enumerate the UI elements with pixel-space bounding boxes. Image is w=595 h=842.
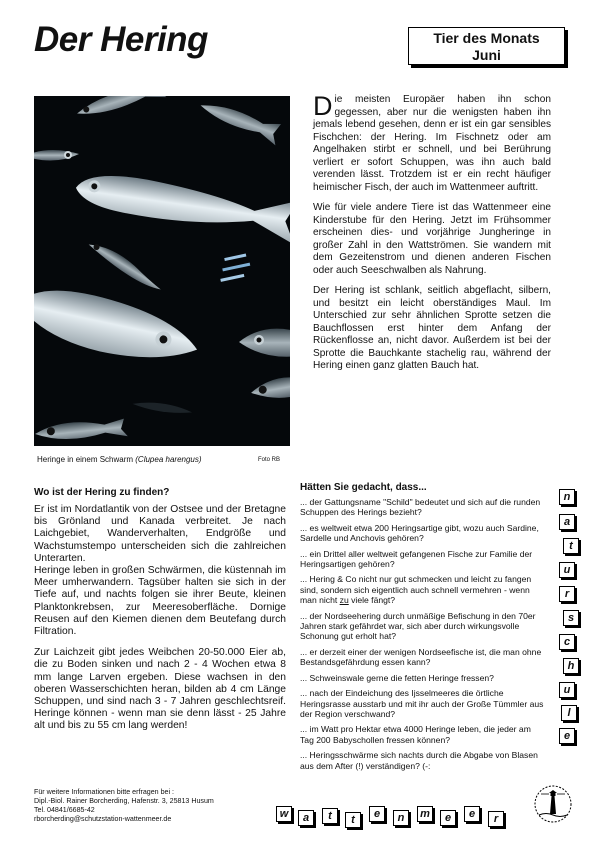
lighthouse-logo-icon: [533, 784, 573, 824]
fact-item: ... im Watt pro Hektar etwa 4000 Heringe leben, die jeder am Tag 200 Babyschollen fressen können?: [300, 724, 531, 745]
intro-paragraph-1-text: ie meisten Europäer haben ihn schon gegessen, aber nur die wenigsten haben ihn jemals lebend gesehen, denn er ist ein gar sensibles Fischchen: der Hering. Im Fischnetz oder am Angelhaken stirbt er schnell, und bei Berührung verliert er sofort Schuppen, was ihn auch bald verenden lässt. Trotzdem ist er ein recht häufiger heimischer Fisch, der auch im Wattenmeer auftritt.: [313, 94, 551, 193]
intro-paragraph-3: Der Hering ist schlank, seitlich abgeflacht, silbern, und besitzt ein leicht oberständiges Maul. Im Unterschied zur sehr ähnlichen Sprotte setzen die Bauchflossen erst hinter dem Anfang der Rückenflosse an, nicht davor. Außerdem ist bei der Sprotte die Bauchkante stachelig rau, während der Hering einen ganz glatten Bauch hat.: [313, 285, 551, 371]
fact-item: ... der Gattungsname "Schild" bedeutet und sich auf die runden Schuppen des Herings bezieht?: [300, 497, 541, 518]
bottom-letter-tile: t: [322, 808, 338, 824]
drop-cap: D: [313, 91, 333, 121]
habitat-paragraph-2: Heringe leben in großen Schwärmen, die küstennah im Meer umherwandern. Tagsüber halten sie sich in der Tiefe auf, und nachts folgen sie ihrer Beute, kleinen Planktonkrebsen, zur Meeresoberfläche. Dornige Reusen auf den Kiemen dienen dem Beutefang durch Filtration.: [34, 565, 286, 638]
schutzstation-logo: [533, 784, 573, 824]
side-letter-tile: e: [559, 728, 575, 744]
fact-item-underlined: zu: [339, 595, 349, 606]
side-letter-tile: u: [559, 562, 575, 578]
side-letter-tile: s: [563, 610, 579, 626]
side-letter-tile: c: [559, 634, 575, 650]
bottom-letter-tile: e: [369, 806, 385, 822]
side-letter-tile: n: [559, 489, 575, 505]
photo-credit: Foto RB: [258, 457, 281, 463]
bottom-letter-tile: a: [298, 810, 314, 826]
fact-item: ... ein Drittel aller weltweit gefangenen Fische zur Familie der Heringsartigen gehören?: [300, 548, 533, 570]
fact-item: ... es weltweit etwa 200 Heringsartige gibt, wozu auch Sardine, Sardelle und Anchovis gehören?: [300, 522, 539, 544]
side-letter-tile: r: [559, 586, 575, 602]
bottom-letter-tile: r: [488, 811, 504, 827]
intro-paragraph-1: [313, 91, 551, 194]
contact-info: [34, 788, 294, 824]
bottom-letter-tile: t: [345, 812, 361, 828]
caption-text: Heringe in einem Schwarm: [37, 455, 136, 464]
side-letter-tile: h: [563, 658, 579, 674]
fact-item: [300, 574, 546, 605]
page-title: Der Hering: [34, 20, 208, 59]
fact-item: ... er derzeit einer der wenigen Nordseefische ist, die man ohne Bestandsgefährdung essen kann?: [300, 646, 542, 668]
side-letter-tile: u: [559, 682, 575, 698]
fact-item: ... Schweinswale gerne die fetten Heringe fressen?: [300, 672, 494, 683]
habitat-heading: Wo ist der Hering zu finden?: [34, 487, 170, 498]
fact-item: ... der Nordseehering durch unmäßige Befischung in den 70er Jahren stark gefährdet war, sich aber durch wirkungsvolle Schonung gut erholt hat?: [300, 610, 536, 642]
herring-school-image: [34, 96, 290, 446]
habitat-column: [34, 504, 286, 742]
fact-item-end: viele fängt?: [348, 595, 396, 606]
contact-intro: Für weitere Informationen bitte erfragen bei :: [34, 788, 174, 796]
intro-paragraph-2: Wie für viele andere Tiere ist das Wattenmeer eine Kinderstube für den Hering. Jetzt im Frühsommer erscheinen dies- und vorjährige Jungheringe in großer Zahl in den Wattströmen. Sie wandern mit dem Gezeitenstrom und dienen anderen Fischen oder auch Seeschwalben als Nahrung.: [313, 202, 551, 276]
bottom-letter-tile: w: [276, 806, 292, 822]
photo-caption: [37, 455, 202, 464]
habitat-paragraph-1: [34, 504, 286, 565]
bottom-letter-tile: e: [440, 810, 456, 826]
contact-phone: Tel. 04841/6685-42: [34, 806, 95, 814]
month-badge: [408, 27, 565, 65]
contact-address: Dipl.-Biol. Rainer Borcherding, Hafenstr. 3, 25813 Husum: [34, 797, 214, 805]
badge-month: Juni: [472, 47, 501, 63]
fact-item-text: ... Hering & Co nicht nur gut schmecken und leicht zu fangen sind, sondern sich eigentlich auch schnell vermehren - wenn man nicht: [300, 574, 532, 606]
habitat-paragraph-3: Zur Laichzeit gibt jedes Weibchen 20-50.000 Eier ab, die zu Boden sinken und nach 2 - 4 Wochen etwa 8 mm lange Larven ergeben. Diese wachsen in den oberen Wasserschichten heran, bilden ab 4 cm Länge Schuppen, und sind nach 3 - 7 Jahren geschlechtsreif. Heringe können - wenn man sie denn lässt - 25 Jahre alt und bis zu 55 cm lang werden!: [34, 647, 286, 732]
bottom-letter-tile: n: [393, 810, 409, 826]
facts-list: [300, 497, 546, 776]
bottom-letter-tile: m: [417, 806, 433, 822]
habitat-paragraph-1-text: Er ist im Nordatlantik von der Ostsee und der Bretagne bis Grönland und Kanada verbreitet. Je nach Laichgebiet, Wanderverhalten, Endgröße und Wachstumstempo unterscheiden sich die zahlreichen Unterarten.: [34, 504, 286, 564]
contact-email: rborcherding@schutzstation-wattenmeer.de: [34, 815, 172, 823]
side-letter-tile: t: [563, 538, 579, 554]
bottom-letter-tile: e: [464, 806, 480, 822]
fact-item: ... nach der Eindeichung des Ijsselmeeres die örtliche Heringsrasse ausstarb und mit ihr auch der Große Tümmler aus der Region verschwand?: [300, 688, 544, 719]
badge-heading: Tier des Monats: [433, 30, 540, 46]
herring-photo: [34, 96, 290, 446]
side-letter-tile: l: [561, 705, 577, 721]
facts-heading: Hätten Sie gedacht, dass...: [300, 482, 427, 493]
fact-item: ... Heringsschwärme sich nachts durch die Abgabe von Blasen aus dem After (!) verständigen? (-:: [300, 750, 538, 771]
caption-latin-name: (Clupea harengus): [135, 455, 202, 464]
side-letter-tile: a: [559, 514, 575, 530]
intro-column: [313, 91, 551, 381]
